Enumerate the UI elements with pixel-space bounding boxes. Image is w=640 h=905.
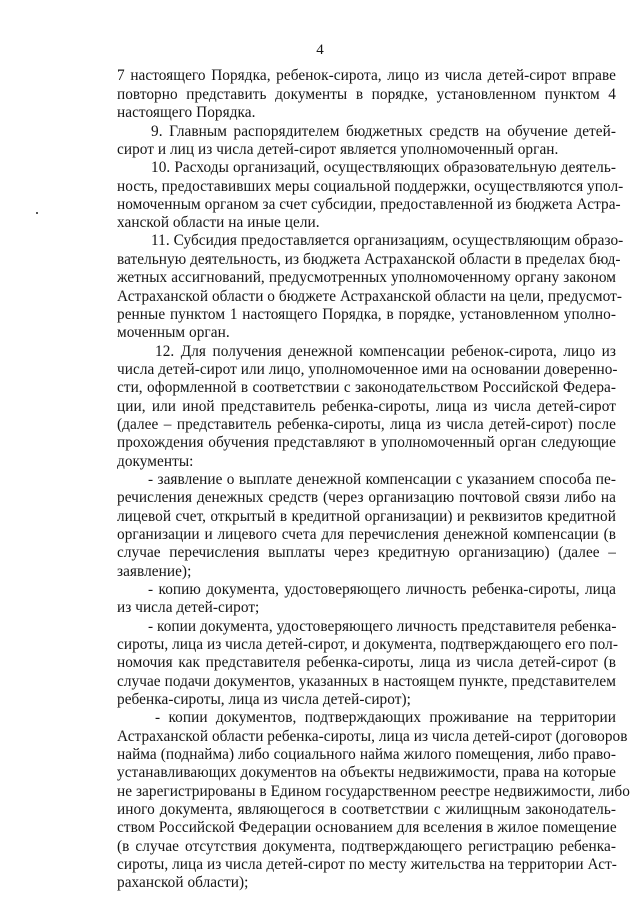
- text-line: сирот и лиц из числа детей-сирот является уполномоченный орган.: [117, 141, 559, 158]
- text-line: ность, предоставивших меры социальной поддержки, осуществляются упол-: [117, 178, 624, 195]
- text-line: ции, или иной представитель ребенка-сироты, лица из числа детей-сирот: [117, 398, 616, 415]
- text-line: ребенка-сироты, лица из числа детей-сирот);: [117, 691, 411, 708]
- text-line: ханской области на иные цели.: [117, 214, 320, 231]
- text-line: Астраханской области ребенка-сироты, лица из числа детей-сирот (договоров: [117, 728, 628, 745]
- text-line: раханской области);: [117, 874, 249, 891]
- text-line: 9. Главным распорядителем бюджетных средств на обучение детей-: [151, 123, 616, 140]
- text-line: числа детей-сирот или лицо, уполномоченное ими на основании доверенно-: [117, 361, 618, 378]
- text-line: сти, оформленной в соответствии с законодательством Российской Федера-: [117, 379, 616, 396]
- text-line: номочия как представителя ребенка-сироты, лица из числа детей-сирот (в: [117, 654, 616, 671]
- text-line: 12. Для получения денежной компенсации ребенок-сирота, лицо из: [155, 343, 616, 360]
- text-line: моченным орган.: [117, 324, 230, 341]
- text-line: ренные пунктом 1 настоящего Порядка, в порядке, установленном уполно-: [117, 306, 616, 323]
- text-line: речисления денежных средств (через организацию почтовой связи либо на: [117, 489, 616, 506]
- text-line: номоченным органом за счет субсидии, предоставленной из бюджета Астра-: [117, 196, 621, 213]
- text-line: организации и лицевого счета для перечисления денежной компенсации (в: [117, 526, 616, 543]
- text-line: найма (поднайма) либо социального найма жилого помещения, либо право-: [117, 746, 616, 763]
- text-line: - копии документов, подтверждающих проживание на территории: [155, 709, 616, 726]
- text-line: устанавливающих документов на объекты недвижимости, права на которые: [117, 764, 616, 781]
- text-line: лицевой счет, открытый в кредитной организации) и реквизитов кредитной: [117, 508, 616, 525]
- text-line: настоящего Порядка.: [117, 104, 256, 121]
- scan-speck: [36, 212, 38, 214]
- text-line: сироты, лица из числа детей-сирот по месту жительства на территории Аст-: [117, 856, 617, 873]
- text-line: документы:: [117, 453, 194, 470]
- text-line: сироты, лица из числа детей-сирот, и документа, подтверждающего его пол-: [117, 636, 618, 653]
- text-line: случае подачи документов, указанных в настоящем пункте, представителем: [117, 673, 616, 690]
- text-line: повторно представить документы в порядке, установленном пунктом 4: [117, 86, 616, 103]
- text-line: заявление);: [117, 563, 192, 580]
- text-line: жетных ассигнований, предусмотренных уполномоченному органу законом: [117, 269, 616, 286]
- text-line: случае перечисления выплаты через кредитную организацию) (далее –: [117, 544, 616, 561]
- text-line: не зарегистрированы в Едином государственном реестре недвижимости, либо: [117, 783, 630, 800]
- text-line: (в случае отсутствия документа, подтверждающего регистрацию ребенка-: [117, 838, 616, 855]
- text-line: прохождения обучения представляют в уполномоченный орган следующие: [117, 434, 616, 451]
- text-line: (далее – представитель ребенка-сироты, лица из числа детей-сирот) после: [117, 416, 616, 433]
- text-line: 10. Расходы организаций, осуществляющих образовательную деятель-: [151, 159, 616, 176]
- text-line: Астраханской области о бюджете Астраханской области на цели, предусмот-: [117, 288, 622, 305]
- text-line: - копии документа, удостоверяющего личность представителя ребенка-: [148, 618, 617, 635]
- text-line: иного документа, являющегося в соответствии с жилищным законодатель-: [117, 801, 616, 818]
- text-line: - заявление о выплате денежной компенсации с указанием способа пе-: [148, 471, 616, 488]
- text-line: ством Российской Федерации основанием для вселения в жилое помещение: [117, 819, 617, 836]
- text-line: вательную деятельность, из бюджета Астраханской области в пределах бюд-: [117, 251, 621, 268]
- text-line: - копию документа, удостоверяющего личность ребенка-сироты, лица: [148, 581, 616, 598]
- text-line: 7 настоящего Порядка, ребенок-сирота, лицо из числа детей-сирот вправе: [117, 67, 616, 84]
- page-number: 4: [316, 42, 324, 58]
- text-line: 11. Субсидия предоставляется организациям, осуществляющим образо-: [151, 232, 624, 249]
- text-line: из числа детей-сирот;: [117, 599, 260, 616]
